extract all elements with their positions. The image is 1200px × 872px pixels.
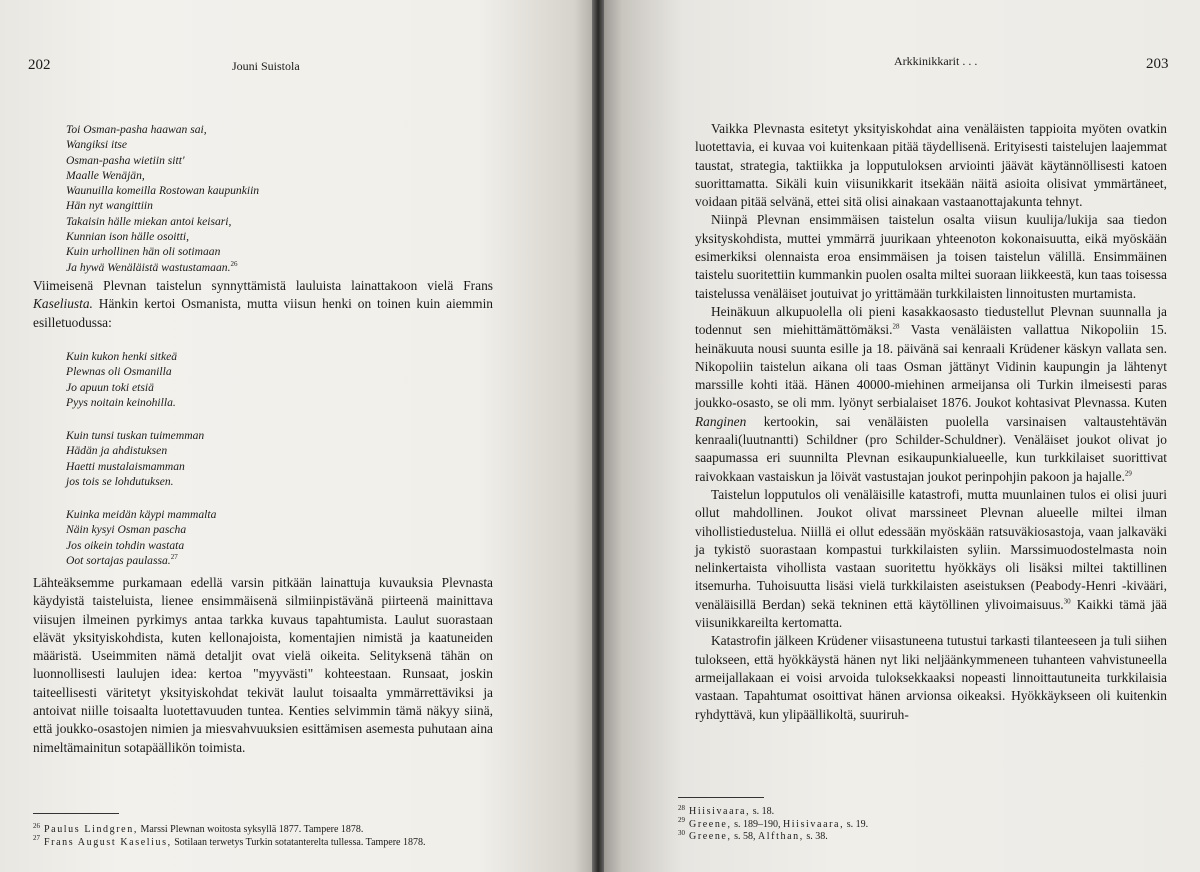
footnote-marker: 27 — [170, 553, 178, 562]
verse-line-text: Hän nyt wangittiin — [66, 199, 153, 213]
poem-kaselius-stanza-3 — [66, 507, 216, 568]
verse-line-text: Jos oikein tohdin wastata — [66, 538, 185, 552]
footnote-text: Sotilaan terwetys Turkin sotatanterelta tullessa. Tampere 1878. — [171, 836, 426, 848]
footnote-rule-left — [33, 813, 119, 814]
verse-line — [66, 459, 204, 474]
verse-line-text: Takaisin hälle miekan antoi keisari, — [66, 214, 232, 228]
footnote-number: 27 — [33, 834, 40, 843]
footnotes-right — [678, 803, 869, 844]
footnote-number: 28 — [678, 803, 685, 812]
verse-line — [66, 507, 216, 522]
verse-line-text: Pyys noitain keinohilla. — [66, 395, 176, 409]
running-head-right: Arkkinikkarit . . . — [894, 54, 978, 68]
verse-line-text: Kuin tunsi tuskan tuimemman — [66, 429, 205, 442]
paragraph-3: Heinäkuun alkupuolella oli pieni kasakkaosasto tiedustellut Plevnan suunnalla ja todennut sen miehittämättömäksi.$^{28}$ Vasta venäläisten vallattua Nikopoliin 15. heinäkuuta nousi suunta esille ja 18. päivänä sai kenraali Krüdener käskyn vallata sen. Nikopoliin taistelun aikana oli taas Osman jättänyt Vidinin kaupungin ja lähtenyt marssille kohti itää. Hänen 40000-miehinen armeijansa oli Turkin ilmeisesti paras joukko-osasto, se oli mm. lyönyt serbialaiset 1876. Joukot kohtasivat Plevnassa. Kuten Ranginen kertookin, sai venäläisten puolella varsinaisen valtaustehtävän kenraali(luutnantti) Schildner (pro Schilder-Schuldner). Venäläiset joukot olivat jo saapumassa eri suunnilta Plevnan esikaupunkialueelle, kun turkkilaiset suorittivat raivokkaan vastaiskun ja löivät vastustajan joukot perinpohjin pakoon ja hajalle.$^{29}$ — [695, 303, 1167, 484]
verse-line — [66, 474, 204, 489]
footnote-marker: 26 — [230, 259, 238, 268]
footnote-author: Hiisivaara, — [782, 818, 845, 830]
verse-line-text: Waunuilla komeilla Rostowan kaupunkiin — [66, 184, 260, 198]
verse-line-text: Toi Osman-pasha haawan sai, — [66, 123, 207, 136]
footnote-number: 26 — [33, 821, 40, 830]
verse-line-text: Kunnian ison hälle osoitti, — [66, 230, 190, 244]
verse-line-text: Näin kysyi Osman pascha — [66, 523, 187, 537]
verse-line — [66, 349, 177, 364]
footnote — [678, 828, 868, 844]
verse-line — [66, 183, 259, 198]
poem-kaselius-stanza-2 — [66, 428, 204, 489]
footnote-text: s. 38. — [803, 831, 828, 842]
verse-line-text: Plewnas oli Osmanilla — [66, 365, 172, 379]
verse-line-text: Jo apuun toki etsiä — [66, 380, 154, 394]
verse-line-text: Kuinka meidän käypi mammalta — [66, 508, 217, 521]
left-page — [0, 0, 598, 872]
footnotes-left — [33, 821, 426, 849]
verse-line-text: Oot sortajas paulassa. — [66, 553, 171, 567]
verse-line-text: Ja hywä Wenäläistä wastustamaan. — [66, 260, 231, 274]
footnote-author: Greene, — [689, 818, 732, 830]
page-number-right: 203 — [1146, 56, 1169, 72]
book-gutter — [592, 0, 604, 872]
paragraph-2: Niinpä Plevnan ensimmäisen taistelun osalta viisun kuulija/lukija saa tiedon yksityskohdista, muttei ymmärrä juurikaan yhteenoton kokonaisuutta, eikä myöskään esimerkiksi olennaista eroa ensimmäisen ja toisen taistelun välillä. Ensimmäinen taistelu suoritettiin kummankin puolen osalta miltei suoraan liikkeestä, kun taas toisessa taistelussa venäläiset joutuivat jo yrittämään turkkilaisten linnoitusten murtamista. — [695, 212, 1167, 301]
footnote-author: Hiisivaara, — [689, 806, 751, 817]
verse-line — [66, 522, 216, 537]
poem-kaselius-stanza-1 — [66, 349, 177, 410]
footnote-text: s. 19. — [844, 818, 869, 830]
poem-osman-pasha — [66, 122, 259, 275]
verse-line — [66, 538, 216, 553]
footnote — [678, 816, 869, 832]
verse-line — [66, 137, 259, 152]
verse-line — [66, 229, 259, 244]
footnote-text: Marssi Plewnan woitosta syksyllä 1877. Tampere 1878. — [137, 824, 364, 835]
footnote-rule-right — [678, 797, 764, 798]
verse-line — [66, 443, 204, 458]
footnote-text: s. 18. — [750, 806, 775, 817]
verse-line — [66, 214, 259, 229]
footnote-text: s. 58, — [731, 831, 758, 842]
paragraph-intro-kaselius: Viimeisenä Plevnan taistelun synnyttämistä lauluista lainattakoon vielä Frans Kaseliusta. Hänkin kertoi Osmanista, mutta viisun henki on toinen kuin aiemmin esilletuodussa: — [33, 278, 493, 330]
paragraph-4: Taistelun lopputulos oli venäläisille katastrofi, mutta muunlainen tulos ei olisi juuri ollut mahdollinen. Joukot olivat marssineet Plevnan alueelle miltei ilman vihollistiedustelua. Niillä ei ollut edessään myöskään ratsuväkiosastoja, vaan jalkaväki ja tykistö suorastaan kompastui turkkilaisten syliin. Marssimuodostelmasta noin nelinkertaista vihollista vastaan suoritettu hyökkäys oli lisäksi miltei taktillinen itsemurha. Tuhoisuutta lisäsi vielä turkkilaisten aseistuksen (Peabody-Henri -kivääri, venäläisillä Berdan) sekä tekninen että käytöllinen ylivoimaisuus.$^{30}$ Kaikki tämä jää viisunikkareilta kertomatta. — [695, 486, 1167, 631]
right-page — [598, 0, 1200, 872]
running-head-left: Jouni Suistola — [232, 59, 300, 73]
verse-line — [66, 198, 259, 213]
verse-line — [66, 244, 259, 259]
verse-line-text: jos tois se lohdutuksen. — [66, 474, 174, 488]
verse-line — [66, 168, 259, 183]
verse-line-text: Kuin kukon henki sitkeä — [66, 350, 178, 363]
verse-line-text: Maalle Wenäjän, — [66, 168, 145, 182]
footnote-number: 29 — [678, 816, 685, 825]
verse-line — [66, 395, 177, 410]
paragraph-1: Vaikka Plevnasta esitetyt yksityiskohdat aina venäläisten tappioita myöten ovatkin luotettavia, ei kuvaa voi kuitenkaan pitää täydellisenä. Erityisesti taistelujen laajemmat taustat, strategia, taktiikka ja lopputuloksen arviointi jäävät käytännöllisesti katoen suorittamatta. Sikäli kuin viisunikkarit itsekään näitä asioita olisivat ymmärtäneet, voidaan pitää selvänä, ettei sitä olisi ainakaan vastaanottajakunta tehnyt. — [695, 121, 1167, 210]
footnote — [678, 803, 868, 819]
verse-line — [66, 260, 259, 275]
verse-line — [66, 122, 259, 137]
footnote — [33, 834, 426, 850]
body-text-right — [695, 120, 1167, 724]
paragraph-analysis: Lähteäksemme purkamaan edellä varsin pitkään lainattuja kuvauksia Plevnasta käydyistä taisteluista, lienee ensimmäisenä silmiinpistävänä piirteenä mainittava viisujen ilmeinen pyrkimys antaa tarkka kuvaus tapahtumista. Laulut suorastaan elävät yksityiskohdista, kuten kellonajoista, komentajien nimistä ja kaatuneiden määristä. Useimmiten nämä detaljit ovat vielä oikeita. Selityksenä tähän on luonnollisesti laulujen idea: kertoa "myyvästi" kohteestaan. Runsaat, joskin taiteellisesti väritetyt yksityiskohdat tekivät laulut toisaalta ymmärrettäviksi ja antoivat niille toisaalta luotettavuuden tuntea. Kenties selvimmin tämä näkyy siinä, että joukko-osastojen nimien ja miesvahvuuksien esittämisen asemesta puhutaan aina nimeltämainitun sotapäällikön toimista. — [33, 575, 493, 755]
verse-line — [66, 553, 216, 568]
footnote-number: 30 — [678, 828, 685, 837]
verse-line — [66, 428, 204, 443]
verse-line — [66, 153, 259, 168]
verse-line-text: Hädän ja ahdistuksen — [66, 444, 168, 458]
verse-line-text: Kuin urhollinen hän oli sotimaan — [66, 245, 221, 259]
footnote-author: Greene, — [689, 831, 732, 842]
verse-line-text: Osman-pasha wietiin sitt' — [66, 153, 185, 167]
page-number-left: 202 — [28, 57, 51, 73]
verse-line — [66, 380, 177, 395]
verse-line-text: Wangiksi itse — [66, 138, 128, 152]
footnote-text: s. 189–190, — [731, 818, 783, 830]
footnote-author: Alfthan, — [757, 831, 804, 842]
verse-line — [66, 364, 177, 379]
footnote-author: Frans August Kaselius, — [44, 836, 172, 848]
verse-line-text: Haetti mustalaismamman — [66, 459, 185, 473]
footnote — [33, 821, 426, 837]
footnote-author: Paulus Lindgren, — [44, 824, 138, 835]
paragraph-5: Katastrofin jälkeen Krüdener viisastuneena tutustui tarkasti tilanteeseen ja tuli siihen tulokseen, että hyökkäystä hänen nyt liki neljäänkymmeneen tuhanteen vahvistuneella armeijallakaan ei voisi arvoida tuloksekkaaksi nopeasti linnoittautuneita turkkilaisia vastaan. Tapahtumat osoittivat hänen arvionsa oikeaksi. Hyökkäykseen oli kuitenkin ryhdyttävä, kun ylipäällikoltä, suuriruh- — [695, 633, 1167, 722]
